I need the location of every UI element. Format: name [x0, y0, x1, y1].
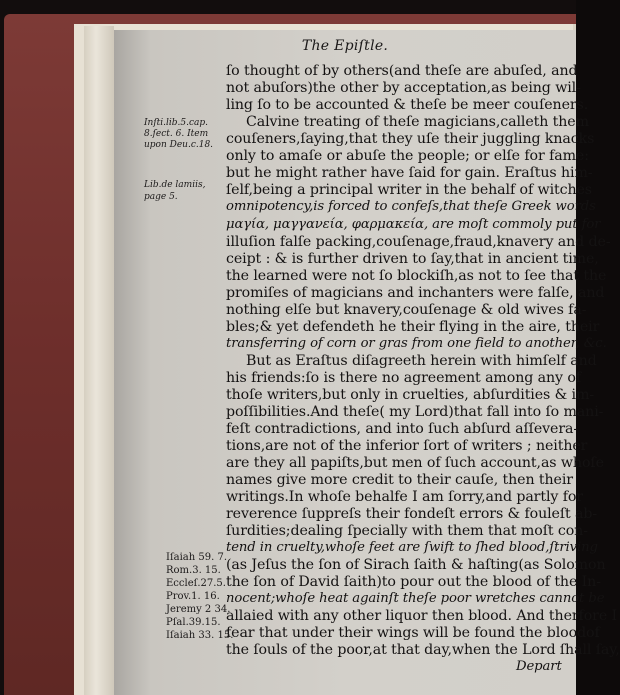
body-line: Calvine treating of theſe magicians,calleth them — [246, 114, 589, 130]
margin-note: page 5. — [144, 192, 178, 202]
body-line: couſeners,ſaying,that they uſe their juggling knacks — [226, 131, 595, 147]
body-line: only to amaſe or abuſe the people; or elſe for fame: — [226, 148, 589, 164]
body-line: omnipotency,is forced to confeſs,that theſe Greek words — [226, 199, 596, 214]
body-line: transferring of corn or gras from one field to another, &c. — [226, 336, 607, 351]
body-line: ceipt : & is further driven to ſay,that in ancient time, — [226, 251, 599, 267]
margin-note: Lib.de lamiis, — [144, 180, 206, 190]
body-line: are they all papiſts,but men of ſuch account,as whoſe — [226, 455, 604, 471]
margin-reference: Eccleſ.27.5. — [166, 578, 226, 589]
body-line: illuſion falſe packing,couſenage,fraud,knavery and de- — [226, 234, 611, 250]
body-line: tions,are not of the inferior ſort of writers ; neither — [226, 438, 588, 454]
margin-note: 8.ſect. 6. Item — [144, 129, 209, 139]
running-head: The Epiſtle. — [301, 38, 389, 54]
margin-reference: Jeremy 2 34. — [166, 604, 231, 615]
body-line: the ſon of David ſaith)to pour out the blood of the In- — [226, 574, 601, 590]
catchword: Depart — [516, 659, 562, 674]
margin-note: Inſti.lib.5.cap. — [144, 118, 209, 128]
body-line: writings.In whoſe behalfe I am ſorry,and partly for — [226, 489, 583, 505]
body-line: thoſe writers,but only in cruelties, abſurdities & im- — [226, 387, 595, 403]
margin-reference: Pſal.39.15. — [166, 617, 221, 628]
body-line: nocent;whoſe heat againſt theſe poor wretches cannot be — [226, 591, 605, 606]
body-line: his friends:ſo is there no agreement among any of — [226, 370, 581, 386]
body-line: the ſouls of the poor,at that day,when the Lord ſhall ſay, — [226, 642, 620, 658]
body-line: reverence ſuppreſs their fondeſt errors & fouleſt ab- — [226, 506, 598, 522]
body-line: μαγία, μαγγανεία, φαρμακεία, are moſt commoly put for — [226, 217, 601, 232]
body-line: But as Eraſtus diſagreeth herein with himſelf and — [246, 353, 597, 369]
body-line: ſo thought of by others(and theſe are abuſed, and — [226, 63, 578, 79]
body-line: ſelf,being a principal writer in the behalf of witches — [226, 182, 592, 198]
body-line: tend in cruelty,whoſe feet are ſwift to ſhed blood,ſtriving — [226, 540, 598, 555]
body-line: bles;& yet defendeth he their flying in the aire, their — [226, 319, 600, 335]
margin-note: upon Deu.c.18. — [144, 140, 214, 150]
body-line: names give more credit to their cauſe, then their — [226, 472, 573, 488]
body-line: fear that under their wings will be found the bloodof — [226, 625, 600, 641]
body-line: but he might rather have ſaid for gain. Eraſtus him- — [226, 165, 593, 181]
body-line: ſurdities;dealing ſpecially with them that moſt con- — [226, 523, 588, 539]
body-line: promiſes of magicians and inchanters were falſe, and — [226, 285, 605, 301]
body-line: allaied with any other liquor then blood. And therfore I — [226, 608, 618, 624]
body-line: ling ſo to be accounted & theſe be meer couſeners. — [226, 97, 589, 113]
body-line: poſſibilities.And theſe( my Lord)that fall into ſo mani- — [226, 404, 604, 420]
body-line: not abuſors)the other by acceptation,as being wil- — [226, 80, 581, 96]
body-line: the learned were not ſo blockiſh,as not to ſee that the — [226, 268, 607, 284]
book-page — [114, 30, 620, 695]
body-line: nothing elſe but knavery,couſenage & old wives fa- — [226, 302, 587, 318]
margin-reference: Prov.1. 16. — [166, 591, 220, 602]
page-edge — [84, 26, 114, 695]
body-line: (as Jeſus the ſon of Sirach ſaith & haſting(as Solomon — [226, 557, 606, 573]
body-line: feſt contradictions, and into ſuch abſurd aſſevera- — [226, 421, 579, 437]
margin-reference: Iſaiah 59. 7. — [166, 552, 228, 563]
margin-reference: Iſaiah 33. 15. — [166, 630, 234, 641]
margin-reference: Rom.3. 15. — [166, 565, 221, 576]
